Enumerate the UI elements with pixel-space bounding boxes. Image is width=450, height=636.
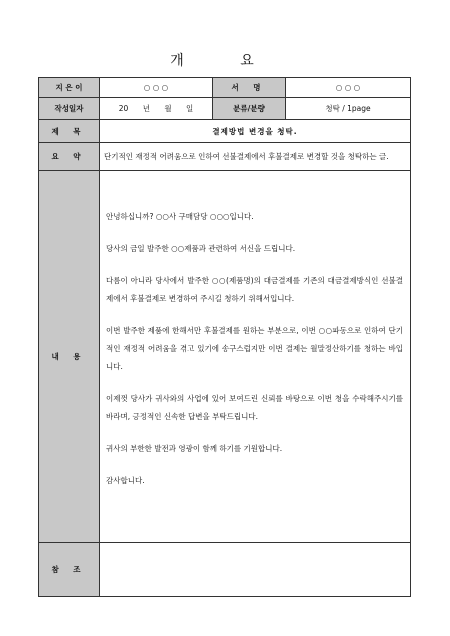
summary-row: [39, 143, 411, 171]
date-value: [100, 98, 213, 120]
date-year: 20: [118, 104, 129, 113]
content-paragraph: 이번 발주한 제품에 한해서만 후불결제를 원하는 부분으로, 이번 ○○파동으로 인하여 단기적인 재정적 어려움을 겪고 있기에 송구스럽지만 이번 결제는 월말정산하기를 청하는 바입니다.: [106, 326, 403, 371]
date-label: 작성일자: [39, 98, 100, 120]
content-paragraph: 다름이 아니라 당사에서 발주한 ○○(제품명)의 대금결제를 기존의 대금결제방식인 선불결제에서 후불결제로 변경하여 주시길 청하기 위해서입니다.: [106, 276, 403, 303]
content-row: [39, 171, 411, 543]
content-label: 내 용: [39, 171, 100, 543]
subject-value: 결제방법 변경을 청탁.: [100, 120, 411, 143]
reference-label: 참 조: [39, 543, 100, 597]
date-year-unit: 년: [142, 104, 150, 113]
category-label: 분류/분량: [213, 98, 286, 120]
author-value: ○ ○ ○: [100, 78, 213, 98]
date-day-unit: 일: [185, 104, 194, 113]
reference-value: [100, 543, 411, 597]
date-row: [39, 98, 411, 120]
date-month-unit: 월: [164, 104, 172, 113]
content-paragraph: 이제껏 당사가 귀사와의 사업에 있어 보여드린 신뢰를 바탕으로 이번 청을 수락해주시기를 바라며, 긍정적인 신속한 답변을 부탁드립니다.: [106, 394, 403, 421]
content-paragraph: 귀사의 부한한 발전과 영광이 함께 하기를 기원합니다.: [106, 444, 283, 453]
author-label: 지 은 이: [39, 78, 100, 98]
document-title: 개 요: [170, 53, 280, 69]
summary-form-table: [38, 77, 411, 597]
category-value: 청탁 / 1page: [286, 98, 411, 120]
subject-row: [39, 120, 411, 143]
writer-label: 서 명: [213, 78, 286, 98]
summary-value: 단기적인 재정적 어려움으로 인하여 선불결제에서 후불결제로 변경할 것을 청탁하는 글.: [100, 143, 411, 171]
author-row: [39, 78, 411, 98]
reference-row: [39, 543, 411, 597]
writer-value: ○ ○ ○: [286, 78, 411, 98]
content-paragraph: 감사합니다.: [106, 476, 145, 485]
content-paragraph: 안녕하십니까? ○○사 구매담당 ○○○입니다.: [106, 212, 254, 221]
content-paragraph: 당사의 금일 발주한 ○○제품과 관련하여 서신을 드립니다.: [106, 244, 296, 253]
subject-label: 제 목: [39, 120, 100, 143]
content-body: [100, 171, 411, 543]
summary-label: 요 약: [39, 143, 100, 171]
